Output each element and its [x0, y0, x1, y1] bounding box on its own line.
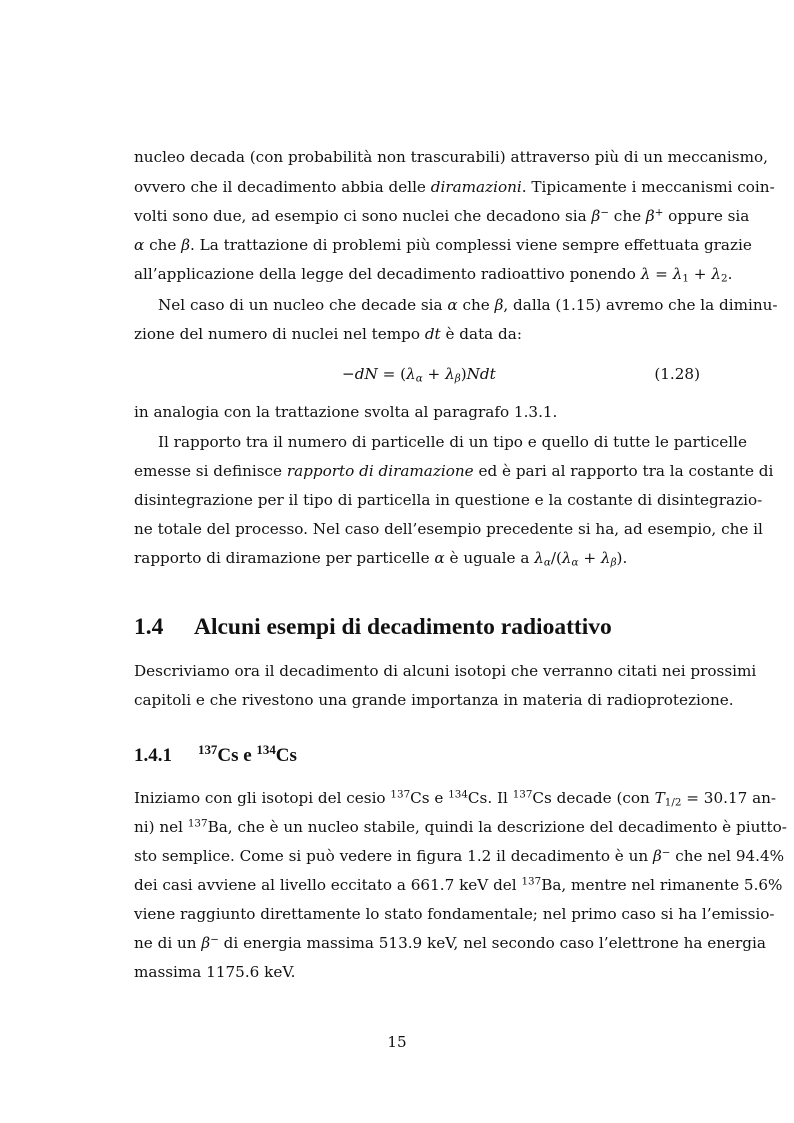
text: ne di un [134, 934, 202, 952]
text-line [134, 206, 750, 225]
text: Nel caso di un nucleo che decade sia [158, 296, 448, 314]
alpha-symbol: α [134, 236, 145, 254]
text-line [134, 148, 768, 166]
text-line [134, 875, 783, 894]
beta-minus-symbol: β− [201, 933, 219, 952]
text-line [134, 933, 766, 952]
text: massima 1175.6 keV. [134, 963, 296, 981]
text: dei casi avviene al livello eccitato a 661.7 keV del [134, 876, 522, 894]
page-number: 15 [387, 1033, 407, 1051]
text-line [134, 905, 775, 923]
mass-number: 137 [198, 741, 218, 757]
mass-number: 134 [448, 788, 468, 801]
mass-number: 134 [256, 741, 276, 757]
mass-number: 137 [187, 817, 208, 830]
text: oppure sia [663, 207, 750, 225]
equation [134, 365, 700, 383]
emphasis-text: rapporto di diramazione [286, 462, 474, 480]
section-heading [134, 614, 612, 641]
text: . La trattazione di problemi più complessi viene sempre effettuata grazie [189, 236, 752, 254]
text: di energia massima 513.9 keV, nel secondo caso l’elettrone ha energia [218, 934, 766, 952]
mass-number: 137 [521, 875, 542, 888]
subsection-heading [134, 741, 297, 767]
text-line [134, 236, 752, 254]
text-line [134, 178, 775, 196]
text: ovvero che il decadimento abbia delle [134, 178, 431, 196]
text: viene raggiunto direttamente lo stato fondamentale; nel primo caso si ha l’emissio- [134, 905, 775, 923]
beta-symbol: β [494, 296, 504, 314]
beta-minus-symbol: β− [653, 846, 671, 865]
emphasis-text: diramazioni [430, 178, 522, 196]
text: nucleo decada (con probabilità non trascurabili) attraverso più di un meccanismo, [134, 148, 768, 166]
text: Ba, che è un nucleo stabile, quindi la descrizione del decadimento è piutto- [207, 818, 787, 836]
text-line [134, 491, 763, 509]
dt-symbol: dt [424, 325, 441, 343]
text: Iniziamo con gli isotopi del cesio [134, 789, 391, 807]
alpha-symbol: α [447, 296, 458, 314]
text: disintegrazione per il tipo di particella in questione e la costante di disintegrazio- [134, 491, 763, 509]
text: zione del numero di nuclei nel tempo [134, 325, 425, 343]
text-line [134, 691, 734, 709]
text: all’applicazione della legge del decadimento radioattivo ponendo [134, 265, 641, 283]
section-number: 1.4 [134, 614, 164, 640]
text: ed è pari al rapporto tra la costante di [473, 462, 774, 480]
text-line [158, 296, 778, 314]
text: che [457, 296, 495, 314]
text-line [158, 433, 747, 451]
text: in analogia con la trattazione svolta al paragrafo 1.3.1. [134, 403, 558, 421]
half-life-symbol: $T_{1/2}$ [654, 789, 682, 809]
text: = 30.17 an- [681, 789, 777, 807]
equation-formula: $-dN = (\lambda_\alpha + \lambda_\beta)Ndt$ [342, 365, 496, 385]
text-line [134, 462, 774, 480]
text: Cs decade (con [532, 789, 655, 807]
text: è data da: [440, 325, 522, 343]
text-line [134, 817, 787, 836]
text: Cs. Il [467, 789, 513, 807]
text: Cs e [410, 789, 449, 807]
beta-symbol: β [181, 236, 190, 254]
text: che nel 94.4% [670, 847, 785, 865]
text-line [134, 846, 785, 865]
text: capitoli e che rivestono una grande importanza in materia di radioprotezione. [134, 691, 734, 709]
text: Il rapporto tra il numero di particelle di un tipo e quello di tutte le particelle [158, 433, 747, 451]
text-line [134, 327, 700, 342]
text: sto semplice. Come si può vedere in figura 1.2 il decadimento è un [134, 847, 653, 865]
beta-plus-symbol: β+ [645, 206, 664, 225]
text-line [134, 405, 700, 420]
text-line [134, 965, 700, 980]
text: rapporto di diramazione per particelle [134, 549, 435, 567]
text: volti sono due, ad esempio ci sono nuclei che decadono sia [134, 207, 592, 225]
text-line [134, 788, 777, 809]
beta-minus-symbol: β− [591, 206, 609, 225]
text: ni) nel [134, 818, 188, 836]
text: emesse si definisce [134, 462, 287, 480]
text-line [134, 549, 700, 569]
text-line [134, 520, 763, 538]
text: . Tipicamente i meccanismi coin- [521, 178, 775, 196]
mass-number: 137 [512, 788, 533, 801]
text: e [238, 745, 257, 766]
branching-ratio-formula: $\lambda_\alpha/(\lambda_\alpha + \lambda_\beta)$ [534, 549, 623, 569]
section-title: Alcuni esempi di decadimento radioattivo [194, 614, 612, 640]
text: , dalla (1.15) avremo che la diminu- [503, 296, 778, 314]
subsection-number: 1.4.1 [134, 745, 172, 766]
text-line [134, 662, 757, 680]
text-line [134, 265, 733, 285]
equation-number: (1.28) [654, 365, 700, 383]
text: . [622, 549, 628, 567]
text: che [144, 236, 182, 254]
mass-number: 137 [390, 788, 411, 801]
element-symbol: Cs [217, 745, 239, 766]
text: Descriviamo ora il decadimento di alcuni isotopi che verranno citati nei prossimi [134, 662, 757, 680]
element-symbol: Cs [275, 745, 297, 766]
text: che [608, 207, 646, 225]
alpha-symbol: α [434, 549, 445, 567]
text: . [727, 265, 733, 283]
text: ne totale del processo. Nel caso dell’esempio precedente si ha, ad esempio, che il [134, 520, 763, 538]
text: è uguale a [444, 549, 535, 567]
lambda-formula: $\lambda = \lambda_1 + \lambda_2$ [640, 265, 728, 285]
text: Ba, mentre nel rimanente 5.6% [541, 876, 783, 894]
